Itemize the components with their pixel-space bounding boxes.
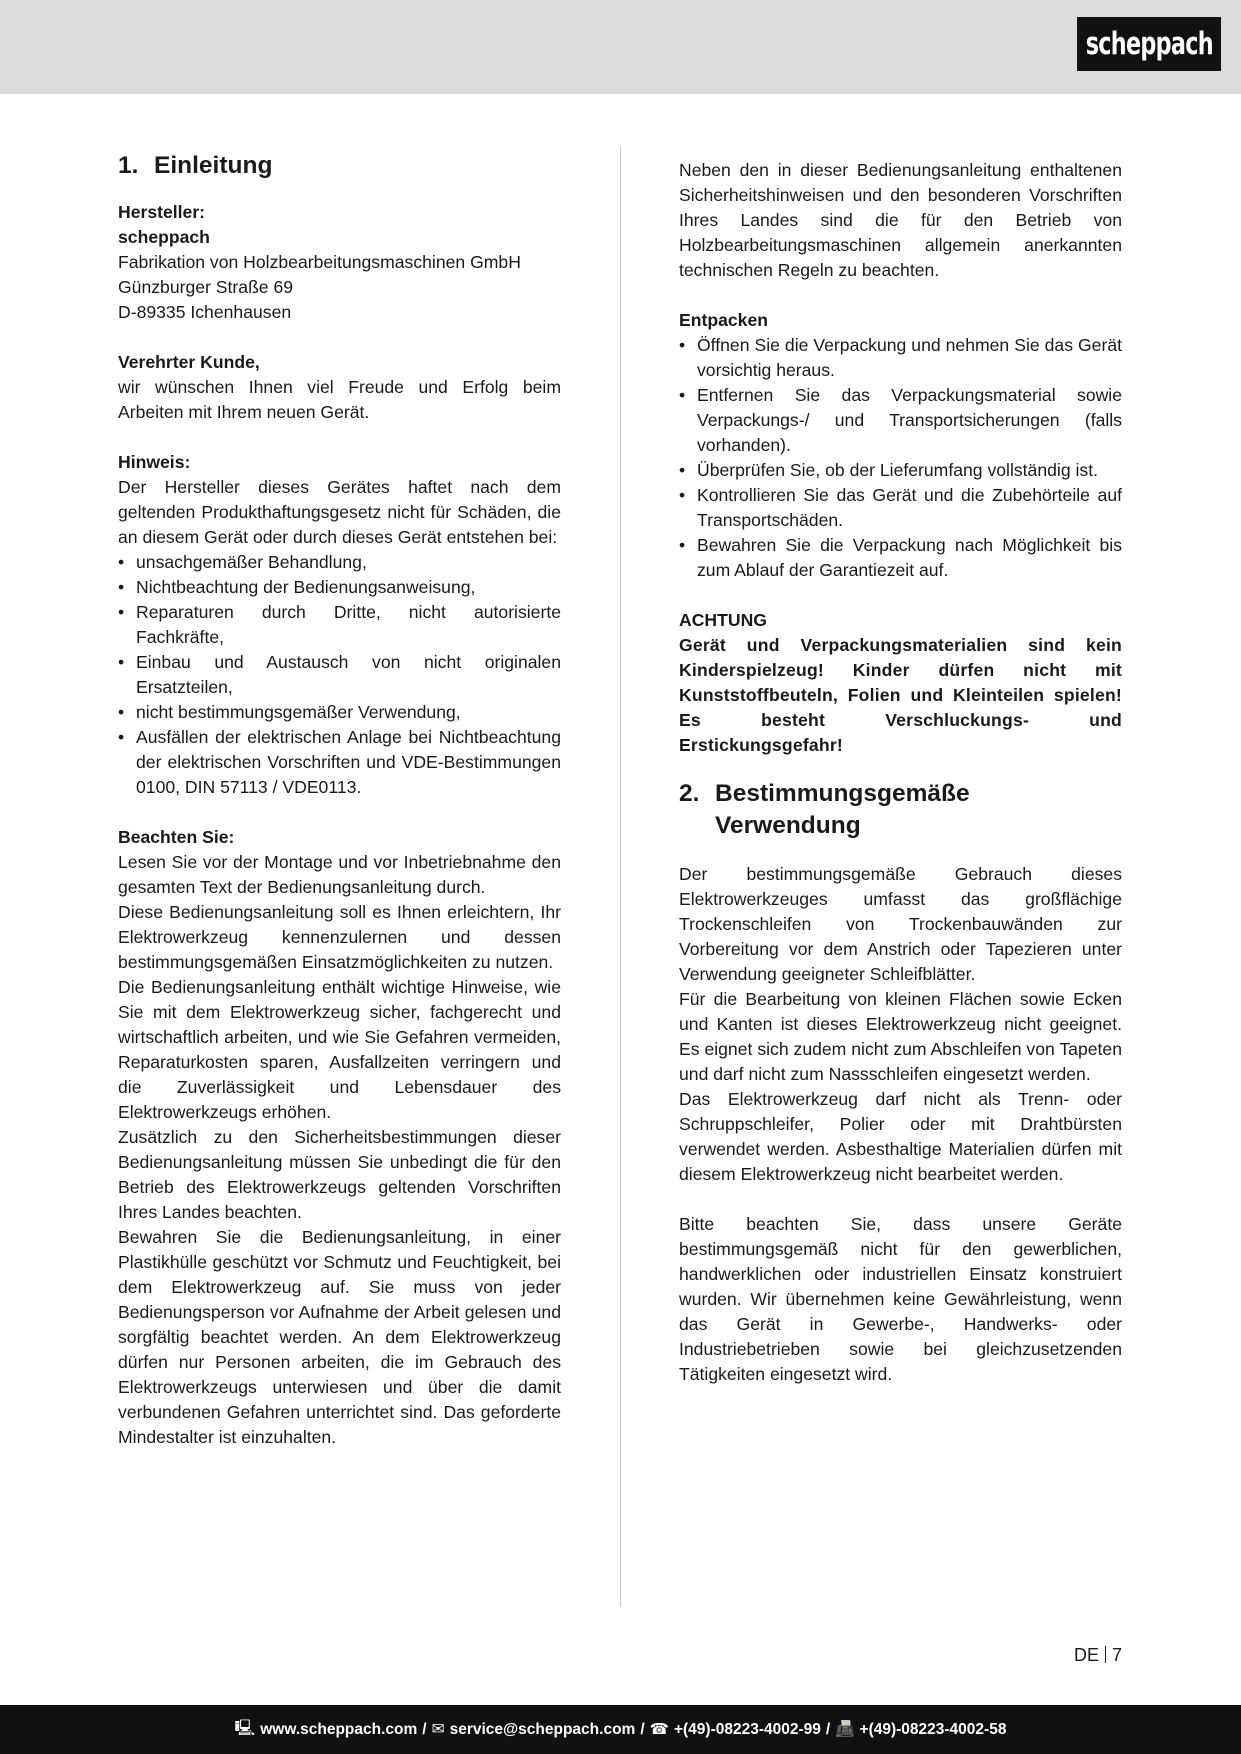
footer-contact-bar [0,1705,1241,1754]
list-item: • Öffnen Sie die Verpackung und nehmen Sie das Gerät vorsichtig heraus. [679,333,1122,383]
note-text: Der Hersteller dieses Gerätes haftet nach dem geltenden Produkthaftungsgesetz nicht für Schäden, die an diesem Gerät oder durch dieses Gerät entstehen bei: [118,477,561,547]
section-1-heading [118,150,561,182]
list-item: • Kontrollieren Sie das Gerät und die Zubehörteile auf Transportschäden. [679,483,1122,533]
section-number: 1. [118,152,139,179]
intro-text: Neben den in dieser Bedienungsanleitung enthaltenen Sicherheitshinweisen und den besonderen Vorschriften Ihres Landes sind die für den Betrieb von Holzbearbeitungsmaschinen allgemein anerkannten technischen Regeln zu beachten. [679,160,1122,280]
observe-paragraph: Diese Bedienungsanleitung soll es Ihnen erleichtern, Ihr Elektrowerkzeug kennenzulernen und dessen bestimmungsgemäßen Einsatzmöglichkeiten zu nutzen. [118,902,561,972]
phone-icon: ☎ [649,1721,669,1738]
manufacturer-name: scheppach [118,227,210,247]
note-list [118,550,561,800]
use-paragraph: Der bestimmungsgemäße Gebrauch dieses Elektrowerkzeuges umfasst das großflächige Trockenschleifen von Trockenbauwänden zur Vorbereitung vor dem Anstrich oder Tapezieren unter Verwendung geeigneter Schleifblätter. [679,864,1122,984]
fax-number: +(49)-08223-4002-58 [859,1720,1007,1738]
manufacturer-city: D-89335 Ichenhausen [118,302,292,322]
observe-label: Beachten Sie: [118,827,235,847]
customer-label: Verehrter Kunde, [118,352,260,372]
list-item: • Reparaturen durch Dritte, nicht autorisierte Fachkräfte, [118,600,561,650]
list-item: • Nichtbeachtung der Bedienungsanweisung, [118,575,561,600]
manufacturer-street: Günzburger Straße 69 [118,277,294,297]
page-number-value: 7 [1111,1645,1122,1665]
page-number [1040,1645,1122,1666]
header-band [0,0,1241,94]
observe-paragraph: Bewahren Sie die Bedienungsanleitung, in einer Plastikhülle geschützt vor Schmutz und Feuchtigkeit, bei dem Elektrowerkzeug auf. Sie muss von jeder Bedienungsperson vor Aufnahme der Arbeit gelesen und sorgfältig beachtet werden. An dem Elektrowerkzeug dürfen nur Personen arbeiten, die im Gebrauch des Elektrowerkzeugs unterwiesen und über die damit verbundenen Gefahren unterrichtet sind. Das geforderte Mindestalter ist einzuhalten. [118,1227,561,1447]
list-item: • Ausfällen der elektrischen Anlage bei Nichtbeachtung der elektrischen Vorschriften und VDE-Bestimmungen 0100, DIN 57113 / VDE0113. [118,725,561,800]
separator: / [422,1720,427,1738]
observe-paragraph: Lesen Sie vor der Montage und vor Inbetriebnahme den gesamten Text der Bedienungsanleitung durch. [118,852,561,897]
use-paragraph: Das Elektrowerkzeug darf nicht als Trenn- oder Schruppschleifer, Polier oder mit Drahtbürsten verwendet werden. Asbesthaltige Materialien dürfen mit diesem Elektrowerkzeug nicht bearbeitet werden. [679,1089,1122,1184]
scheppach-logo: scheppach [1077,17,1221,71]
list-item: • Einbau und Austausch von nicht originalen Ersatzteilen, [118,650,561,700]
column-divider [620,147,621,1607]
separator: / [640,1720,645,1738]
separator: / [825,1720,831,1738]
phone-number[interactable]: +(49)-08223-4002-99 [673,1720,821,1738]
use-paragraph: Für die Bearbeitung von kleinen Flächen sowie Ecken und Kanten ist dieses Elektrowerkzeug nicht geeignet. Es eignet sich zudem nicht zum Abschleifen von Tapeten und darf nicht zum Nassschleifen eingesetzt werden. [679,989,1122,1084]
section-title: Bestimmungsgemäße Verwendung [715,780,970,839]
unpacking-label: Entpacken [679,310,768,330]
unpacking-list [679,333,1122,583]
commercial-use-note: Bitte beachten Sie, dass unsere Geräte bestimmungsgemäß nicht für den gewerblichen, handwerklichen oder industriellen Einsatz konstruiert wurden. Wir übernehmen keine Gewährleistung, wenn das Gerät in Gewerbe-, Handwerks- oder Industriebetrieben sowie bei gleichzusetzenden Tätigkeiten eingesetzt wird. [679,1214,1122,1384]
email-link[interactable]: service@scheppach.com [449,1720,636,1738]
computer-icon: 🖳 [234,1720,256,1737]
section-number: 2. [679,780,700,807]
observe-paragraph: Die Bedienungsanleitung enthält wichtige Hinweise, wie Sie mit dem Elektrowerkzeug sicher, fachgerecht und wirtschaftlich arbeiten, und wie Sie Gefahren vermeiden, Reparaturkosten sparen, Ausfallzeiten verringern und die Zuverlässigkeit und Lebensdauer des Elektrowerkzeugs erhöhen. [118,977,561,1122]
customer-text: wir wünschen Ihnen viel Freude und Erfolg beim Arbeiten mit Ihrem neuen Gerät. [118,377,561,422]
mail-icon: ✉ [431,1721,445,1738]
website-link[interactable]: www.scheppach.com [260,1720,418,1738]
page-language: DE [1073,1645,1099,1665]
list-item: • nicht bestimmungsgemäßer Verwendung, [118,700,561,725]
list-item: • Bewahren Sie die Verpackung nach Möglichkeit bis zum Ablauf der Garantiezeit auf. [679,533,1122,583]
left-column [118,150,561,1450]
section-title: Einleitung [154,152,273,179]
fax-icon: 📠 [835,1721,855,1738]
note-label: Hinweis: [118,452,191,472]
list-item: • Überprüfen Sie, ob der Lieferumfang vollständig ist. [679,458,1122,483]
observe-paragraph: Zusätzlich zu den Sicherheitsbestimmungen dieser Bedienungsanleitung müssen Sie unbedingt die für den Betrieb des Elektrowerkzeugs geltenden Vorschriften Ihres Landes beachten. [118,1127,561,1222]
manufacturer-company: Fabrikation von Holzbearbeitungsmaschinen GmbH [118,252,521,272]
right-column [679,150,1122,1387]
section-2-heading [679,778,1122,842]
manufacturer-label: Hersteller: [118,202,206,222]
warning-label: ACHTUNG [679,610,767,630]
list-item: • Entfernen Sie das Verpackungsmaterial sowie Verpackungs-/ und Transportsicherungen (falls vorhanden). [679,383,1122,458]
list-item: • unsachgemäßer Behandlung, [118,550,561,575]
warning-text: Gerät und Verpackungsmaterialien sind kein Kinderspielzeug! Kinder dürfen nicht mit Kunststoffbeuteln, Folien und Kleinteilen spielen! Es besteht Verschluckungs- und Erstickungsgefahr! [679,635,1122,755]
